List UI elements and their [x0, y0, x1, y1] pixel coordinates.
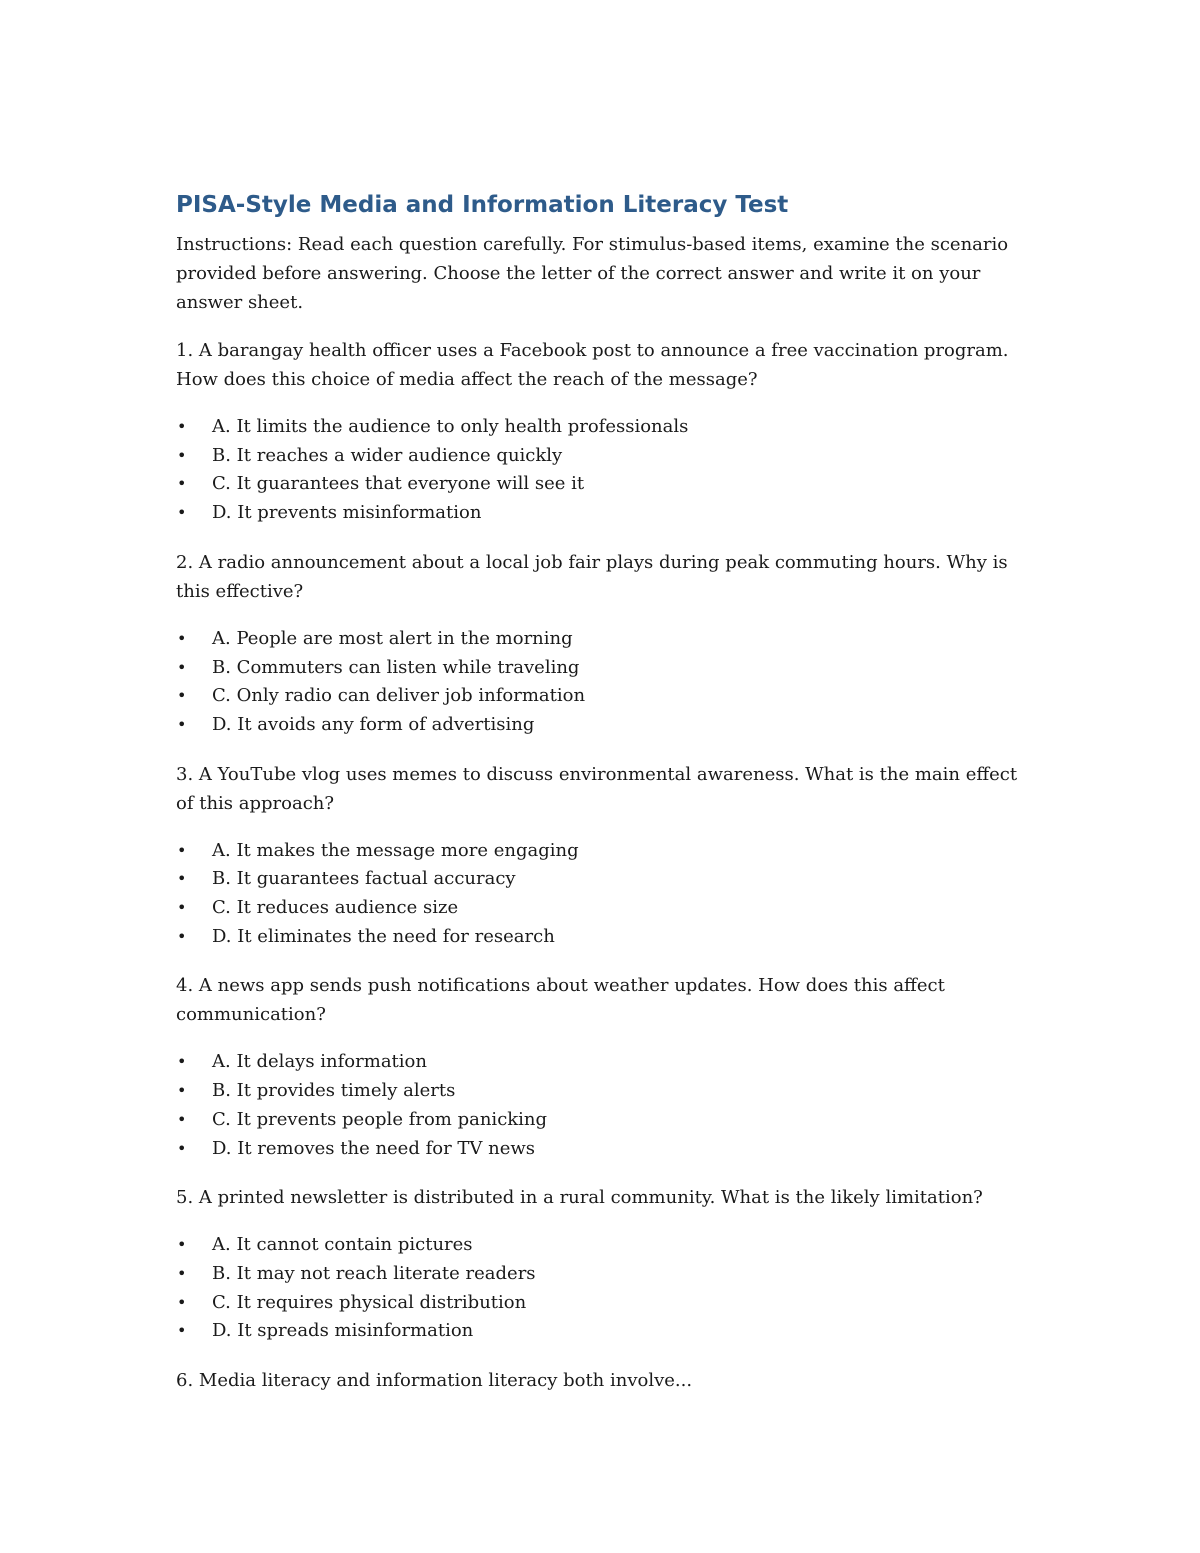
- question-block: [176, 1183, 1036, 1346]
- option-label: C. It guarantees that everyone will see it: [212, 473, 585, 495]
- bullet-icon: •: [177, 1321, 187, 1341]
- option-label: A. It limits the audience to only health professionals: [212, 416, 689, 437]
- bullet-icon: •: [177, 898, 187, 918]
- option-label: D. It spreads misinformation: [212, 1320, 474, 1342]
- bullet-icon: •: [177, 1109, 187, 1129]
- option-label: B. It reaches a wider audience quickly: [212, 444, 563, 466]
- bullet-icon: •: [177, 869, 187, 889]
- option-item: [176, 865, 1036, 894]
- option-item: [176, 923, 1036, 952]
- bullet-icon: •: [177, 1292, 187, 1312]
- option-label: A. People are most alert in the morning: [212, 627, 573, 649]
- question-text: 3. A YouTube vlog uses memes to discuss environmental awareness. What is the main effect of this approach?: [176, 763, 1018, 814]
- page-title: PISA-Style Media and Information Literacy Test: [176, 192, 789, 218]
- bullet-icon: •: [177, 445, 187, 465]
- bullet-icon: •: [177, 503, 187, 523]
- option-list: [176, 413, 1036, 528]
- bullet-icon: •: [177, 714, 187, 734]
- option-item: [176, 1260, 1036, 1289]
- option-label: A. It cannot contain pictures: [212, 1234, 473, 1256]
- option-item: [176, 413, 1036, 442]
- option-item: [176, 1231, 1036, 1260]
- option-item: [176, 1289, 1036, 1318]
- bullet-icon: •: [177, 1235, 187, 1255]
- question-text: 4. A news app sends push notifications about weather updates. How does this affect communication?: [176, 975, 945, 1026]
- option-item: [176, 625, 1036, 654]
- bullet-icon: •: [177, 474, 187, 494]
- option-label: B. It guarantees factual accuracy: [212, 868, 516, 890]
- option-item: [176, 442, 1036, 471]
- option-item: [176, 837, 1036, 866]
- option-item: [176, 711, 1036, 740]
- question-text: 1. A barangay health officer uses a Facebook post to announce a free vaccination program. How does this choice of media affect the reach of the message?: [176, 340, 1009, 390]
- question-text: 6. Media literacy and information literacy both involve...: [176, 1370, 693, 1392]
- option-list: [176, 837, 1036, 952]
- option-item: [176, 1106, 1036, 1135]
- option-item: [176, 654, 1036, 683]
- option-label: D. It prevents misinformation: [212, 502, 482, 524]
- question-text: 5. A printed newsletter is distributed in a rural community. What is the likely limitation?: [176, 1187, 983, 1209]
- option-item: [176, 470, 1036, 499]
- bullet-icon: •: [177, 417, 187, 436]
- option-item: [176, 1077, 1036, 1106]
- option-list: [176, 625, 1036, 740]
- option-label: D. It avoids any form of advertising: [212, 713, 535, 735]
- bullet-icon: •: [177, 926, 187, 946]
- question-block: [176, 760, 1036, 952]
- option-label: B. It provides timely alerts: [212, 1080, 456, 1102]
- option-list: [176, 1231, 1036, 1346]
- bullet-icon: •: [177, 657, 187, 677]
- document-page: [176, 190, 1036, 1414]
- question-text: 2. A radio announcement about a local job fair plays during peak commuting hours. Why is this effective?: [176, 551, 1008, 602]
- option-item: [176, 1048, 1036, 1077]
- option-label: C. It requires physical distribution: [212, 1291, 527, 1313]
- option-item: [176, 1317, 1036, 1346]
- bullet-icon: •: [177, 628, 187, 648]
- option-item: [176, 894, 1036, 923]
- option-label: B. Commuters can listen while traveling: [212, 656, 580, 678]
- bullet-icon: •: [177, 1138, 187, 1158]
- option-item: [176, 1135, 1036, 1164]
- option-label: A. It makes the message more engaging: [212, 839, 579, 861]
- option-list: [176, 1048, 1036, 1163]
- instructions: Instructions: Read each question carefully. For stimulus-based items, examine the scenario provided before answering. Choose the letter of the correct answer and write it on your answer sheet.: [176, 234, 1009, 313]
- bullet-icon: •: [177, 1052, 187, 1072]
- question-block: [176, 1366, 1036, 1395]
- bullet-icon: •: [177, 1081, 187, 1101]
- option-label: C. It reduces audience size: [212, 897, 459, 919]
- bullet-icon: •: [177, 686, 187, 706]
- question-block: [176, 336, 1036, 528]
- option-label: B. It may not reach literate readers: [212, 1262, 536, 1284]
- bullet-icon: •: [177, 840, 187, 860]
- question-block: [176, 971, 1036, 1163]
- option-item: [176, 499, 1036, 528]
- option-label: C. It prevents people from panicking: [212, 1108, 548, 1130]
- option-item: [176, 682, 1036, 711]
- bullet-icon: •: [177, 1263, 187, 1283]
- question-block: [176, 548, 1036, 740]
- option-label: D. It eliminates the need for research: [212, 925, 555, 947]
- option-label: A. It delays information: [212, 1051, 427, 1073]
- option-label: C. Only radio can deliver job information: [212, 685, 586, 707]
- option-label: D. It removes the need for TV news: [212, 1137, 536, 1159]
